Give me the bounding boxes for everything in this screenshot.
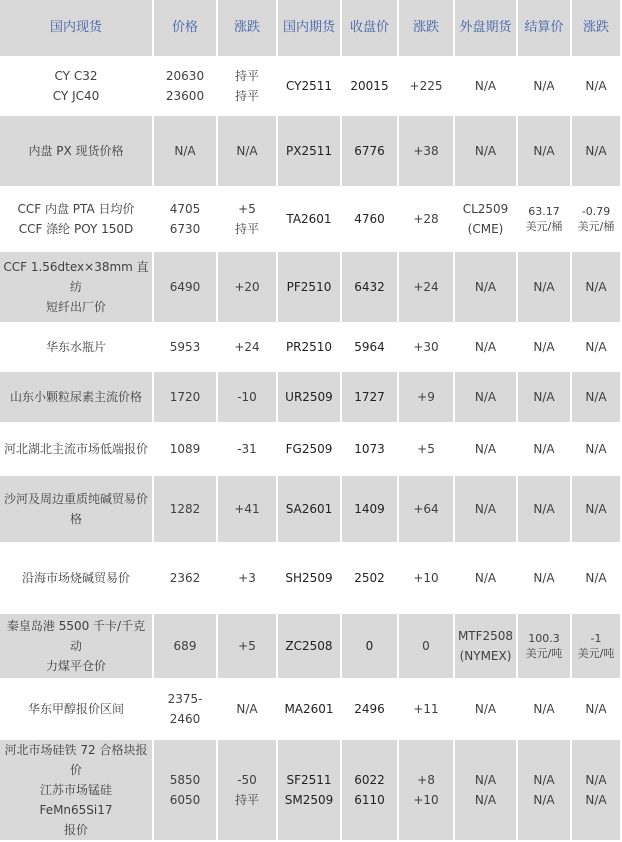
cell-line: 力煤平仓价 <box>45 659 106 673</box>
futures-change-cell <box>399 116 455 188</box>
futures-contract-cell <box>278 188 342 252</box>
header-change: 涨跌 <box>218 0 278 58</box>
spot-name-cell <box>0 116 154 188</box>
close-price-cell <box>342 740 399 842</box>
table-row <box>0 614 622 680</box>
cell-line: 持平 <box>234 222 259 236</box>
cell-line: 6776 <box>354 144 385 158</box>
spot-price-cell <box>154 372 218 424</box>
spot-name-cell <box>0 424 154 476</box>
table-row <box>0 252 622 324</box>
close-price-cell <box>342 544 399 614</box>
close-price-cell <box>342 680 399 740</box>
spot-price-cell <box>154 116 218 188</box>
cell-line: 河北湖北主流市场低端报价 <box>3 442 148 456</box>
cell-line: CY JC40 <box>52 89 100 103</box>
cell-line: +3 <box>238 571 256 585</box>
cell-line: 5953 <box>169 340 201 354</box>
cell-line: 0 <box>422 639 430 653</box>
foreign-futures-cell <box>455 252 518 324</box>
cell-line: N/A <box>533 793 555 807</box>
futures-change-cell <box>399 544 455 614</box>
futures-change-cell <box>399 324 455 372</box>
close-price-cell <box>342 324 399 372</box>
cell-line: FG2509 <box>285 442 333 456</box>
futures-contract-cell <box>278 544 342 614</box>
spot-change-cell <box>218 614 278 680</box>
futures-change-cell <box>399 252 455 324</box>
cell-line: -31 <box>237 442 257 456</box>
foreign-change-cell <box>572 614 622 680</box>
cell-line: 6110 <box>354 793 385 807</box>
cell-line: 沙河及周边重质纯碱贸易价格 <box>3 492 148 526</box>
foreign-change-cell <box>572 252 622 324</box>
settle-price-cell <box>518 116 572 188</box>
cell-line: N/A <box>236 702 258 716</box>
foreign-futures-cell <box>455 740 518 842</box>
foreign-change-cell <box>572 58 622 116</box>
cell-line: 持平 <box>234 793 259 807</box>
cell-line: N/A <box>533 702 555 716</box>
cell-line: 20630 <box>165 69 205 83</box>
spot-name-cell <box>0 740 154 842</box>
cell-line: +9 <box>417 390 435 404</box>
cell-line: UR2509 <box>285 390 333 404</box>
futures-contract-cell <box>278 476 342 544</box>
cell-line: N/A <box>585 442 607 456</box>
cell-line: ZC2508 <box>285 639 333 653</box>
cell-line: CY2511 <box>285 79 333 93</box>
settle-price-cell <box>518 614 572 680</box>
futures-change-cell <box>399 680 455 740</box>
close-price-cell <box>342 58 399 116</box>
foreign-futures-cell <box>455 476 518 544</box>
cell-line: SH2509 <box>285 571 333 585</box>
spot-change-cell <box>218 740 278 842</box>
cell-line: N/A <box>474 390 497 404</box>
cell-line: CCF 内盘 PTA 日均价 <box>17 202 135 216</box>
settle-price-cell <box>518 252 572 324</box>
cell-line: -50 <box>237 773 257 787</box>
settle-price-cell <box>518 424 572 476</box>
cell-line: 6432 <box>354 280 385 294</box>
futures-contract-cell <box>278 680 342 740</box>
cell-line: SF2511 <box>286 773 332 787</box>
cell-line: N/A <box>533 442 555 456</box>
cell-line: 河北市场硅铁 72 合格块报价 <box>4 743 148 777</box>
close-price-cell <box>342 614 399 680</box>
futures-contract-cell <box>278 740 342 842</box>
cell-line: 华东甲醇报价区间 <box>27 702 124 716</box>
cell-line: +24 <box>234 340 260 354</box>
cell-line: +5 <box>238 202 256 216</box>
foreign-futures-cell <box>455 116 518 188</box>
cell-line: N/A <box>585 773 607 787</box>
cell-line: (CME) <box>467 222 504 236</box>
cell-line: N/A <box>533 502 555 516</box>
spot-price-cell <box>154 614 218 680</box>
spot-price-cell <box>154 324 218 372</box>
cell-line: 2502 <box>354 571 385 585</box>
cell-line: N/A <box>474 442 497 456</box>
foreign-futures-cell <box>455 544 518 614</box>
foreign-futures-cell <box>455 324 518 372</box>
foreign-change-cell <box>572 544 622 614</box>
cell-line: 689 <box>173 639 197 653</box>
cell-line: N/A <box>533 280 555 294</box>
close-price-cell <box>342 424 399 476</box>
cell-line: N/A <box>474 571 497 585</box>
cell-line: SM2509 <box>284 793 334 807</box>
cell-line: +38 <box>413 144 439 158</box>
cell-line: 美元/吨 <box>525 647 563 660</box>
cell-line: 持平 <box>234 69 259 83</box>
close-price-cell <box>342 476 399 544</box>
cell-line: N/A <box>585 793 607 807</box>
spot-price-cell <box>154 740 218 842</box>
cell-line: N/A <box>533 144 555 158</box>
cell-line: +28 <box>413 212 439 226</box>
cell-line: 5964 <box>354 340 385 354</box>
spot-name-cell <box>0 680 154 740</box>
table-row <box>0 58 622 116</box>
cell-line: 1720 <box>169 390 201 404</box>
close-price-cell <box>342 188 399 252</box>
cell-line: PR2510 <box>285 340 333 354</box>
futures-change-cell <box>399 740 455 842</box>
table-row <box>0 740 622 842</box>
cell-line: +5 <box>238 639 256 653</box>
foreign-futures-cell <box>455 614 518 680</box>
table-row <box>0 424 622 476</box>
cell-line: N/A <box>474 502 497 516</box>
spot-change-cell <box>218 544 278 614</box>
spot-change-cell <box>218 372 278 424</box>
cell-line: -0.79 <box>581 205 611 218</box>
cell-line: N/A <box>474 340 497 354</box>
cell-line: (NYMEX) <box>459 649 512 663</box>
spot-price-cell <box>154 424 218 476</box>
cell-line: +30 <box>413 340 439 354</box>
cell-line: 6050 <box>169 793 201 807</box>
futures-change-cell <box>399 424 455 476</box>
header-foreign-change: 涨跌 <box>572 0 622 58</box>
close-price-cell <box>342 252 399 324</box>
cell-line: MTF2508 <box>457 629 514 643</box>
cell-line: -10 <box>237 390 257 404</box>
spot-name-cell <box>0 614 154 680</box>
cell-line: 100.3 <box>528 632 560 645</box>
spot-price-cell <box>154 58 218 116</box>
cell-line: TA2601 <box>286 212 332 226</box>
cell-line: CCF 1.56dtex×38mm 直纺 <box>3 260 149 294</box>
cell-line: 6490 <box>169 280 201 294</box>
header-domestic-spot: 国内现货 <box>0 0 154 58</box>
cell-line: +10 <box>413 571 439 585</box>
cell-line: N/A <box>533 390 555 404</box>
spot-name-cell <box>0 544 154 614</box>
header-row <box>0 0 622 58</box>
foreign-change-cell <box>572 680 622 740</box>
spot-price-cell <box>154 680 218 740</box>
settle-price-cell <box>518 680 572 740</box>
cell-line: 沿海市场烧碱贸易价 <box>21 571 130 585</box>
cell-line: 2362 <box>169 571 201 585</box>
table-row <box>0 544 622 614</box>
spot-name-cell <box>0 58 154 116</box>
cell-line: +225 <box>409 79 443 93</box>
cell-line: N/A <box>474 280 497 294</box>
foreign-futures-cell <box>455 424 518 476</box>
cell-line: 1409 <box>354 502 385 516</box>
cell-line: +5 <box>417 442 435 456</box>
cell-line: 江苏市场锰硅 FeMn65Si17 <box>39 783 113 817</box>
settle-price-cell <box>518 372 572 424</box>
cell-line: 1282 <box>169 502 201 516</box>
table-row <box>0 324 622 372</box>
cell-line: +8 <box>417 773 435 787</box>
cell-line: 1089 <box>169 442 201 456</box>
spot-change-cell <box>218 680 278 740</box>
cell-line: +20 <box>234 280 260 294</box>
futures-change-cell <box>399 372 455 424</box>
cell-line: N/A <box>174 144 196 158</box>
header-price: 价格 <box>154 0 218 58</box>
spot-price-cell <box>154 476 218 544</box>
foreign-futures-cell <box>455 680 518 740</box>
settle-price-cell <box>518 740 572 842</box>
cell-line: N/A <box>585 390 607 404</box>
spot-price-cell <box>154 544 218 614</box>
cell-line: 6022 <box>354 773 385 787</box>
futures-contract-cell <box>278 116 342 188</box>
cell-line: 内盘 PX 现货价格 <box>28 144 124 158</box>
cell-line: 20015 <box>350 79 389 93</box>
cell-line: N/A <box>585 340 607 354</box>
cell-line: 美元/吨 <box>577 647 615 660</box>
foreign-futures-cell <box>455 372 518 424</box>
cell-line: +10 <box>413 793 439 807</box>
foreign-futures-cell <box>455 58 518 116</box>
cell-line: MA2601 <box>284 702 334 716</box>
spot-name-cell <box>0 252 154 324</box>
table-row <box>0 116 622 188</box>
settle-price-cell <box>518 58 572 116</box>
foreign-change-cell <box>572 324 622 372</box>
spot-change-cell <box>218 116 278 188</box>
cell-line: N/A <box>474 144 497 158</box>
spot-name-cell <box>0 188 154 252</box>
table-row <box>0 680 622 740</box>
cell-line: -1 <box>590 632 602 645</box>
cell-line: N/A <box>585 502 607 516</box>
header-settle: 结算价 <box>518 0 572 58</box>
cell-line: N/A <box>474 773 497 787</box>
cell-line: 美元/桶 <box>577 220 615 233</box>
close-price-cell <box>342 372 399 424</box>
cell-line: 山东小颗粒尿素主流价格 <box>9 390 142 404</box>
cell-line: +64 <box>413 502 439 516</box>
cell-line: 秦皇岛港 5500 千卡/千克动 <box>6 619 146 653</box>
spot-change-cell <box>218 188 278 252</box>
spot-change-cell <box>218 58 278 116</box>
futures-contract-cell <box>278 58 342 116</box>
foreign-change-cell <box>572 476 622 544</box>
cell-line: PX2511 <box>286 144 332 158</box>
cell-line: CL2509 <box>462 202 509 216</box>
futures-contract-cell <box>278 252 342 324</box>
spot-name-cell <box>0 324 154 372</box>
futures-change-cell <box>399 476 455 544</box>
cell-line: 2375-2460 <box>167 692 203 726</box>
cell-line: PF2510 <box>286 280 332 294</box>
cell-line: 4705 <box>169 202 201 216</box>
futures-change-cell <box>399 58 455 116</box>
cell-line: 华东水瓶片 <box>45 340 106 354</box>
settle-price-cell <box>518 324 572 372</box>
cell-line: 持平 <box>234 89 259 103</box>
cell-line: N/A <box>585 702 607 716</box>
futures-change-cell <box>399 188 455 252</box>
header-foreign-futures: 外盘期货 <box>455 0 518 58</box>
settle-price-cell <box>518 476 572 544</box>
close-price-cell <box>342 116 399 188</box>
futures-contract-cell <box>278 324 342 372</box>
spot-change-cell <box>218 324 278 372</box>
cell-line: 报价 <box>63 823 88 837</box>
cell-line: 5850 <box>169 773 201 787</box>
foreign-change-cell <box>572 740 622 842</box>
futures-contract-cell <box>278 424 342 476</box>
cell-line: CCF 涤纶 POY 150D <box>18 222 134 236</box>
cell-line: 短纤出厂价 <box>45 300 106 314</box>
spot-price-cell <box>154 252 218 324</box>
cell-line: 23600 <box>165 89 205 103</box>
cell-line: +24 <box>413 280 439 294</box>
cell-line: 4760 <box>354 212 385 226</box>
table-row <box>0 188 622 252</box>
settle-price-cell <box>518 544 572 614</box>
cell-line: CY C32 <box>54 69 98 83</box>
cell-line: N/A <box>533 340 555 354</box>
cell-line: +11 <box>413 702 439 716</box>
futures-contract-cell <box>278 614 342 680</box>
futures-contract-cell <box>278 372 342 424</box>
foreign-futures-cell <box>455 188 518 252</box>
table-row <box>0 476 622 544</box>
cell-line: N/A <box>585 571 607 585</box>
cell-line: 美元/桶 <box>525 220 563 233</box>
settle-price-cell <box>518 188 572 252</box>
futures-change-cell <box>399 614 455 680</box>
cell-line: SA2601 <box>285 502 333 516</box>
cell-line: N/A <box>585 280 607 294</box>
spot-change-cell <box>218 252 278 324</box>
foreign-change-cell <box>572 372 622 424</box>
cell-line: N/A <box>585 144 607 158</box>
spot-change-cell <box>218 424 278 476</box>
cell-line: 63.17 <box>528 205 560 218</box>
cell-line: N/A <box>474 793 497 807</box>
header-domestic-futures: 国内期货 <box>278 0 342 58</box>
cell-line: 1727 <box>354 390 385 404</box>
spot-price-cell <box>154 188 218 252</box>
cell-line: N/A <box>533 79 555 93</box>
cell-line: +41 <box>234 502 260 516</box>
cell-line: 6730 <box>169 222 201 236</box>
cell-line: 1073 <box>354 442 385 456</box>
cell-line: N/A <box>474 79 497 93</box>
spot-change-cell <box>218 476 278 544</box>
header-close: 收盘价 <box>342 0 399 58</box>
cell-line: N/A <box>533 571 555 585</box>
cell-line: N/A <box>474 702 497 716</box>
table-row <box>0 372 622 424</box>
cell-line: N/A <box>585 79 607 93</box>
cell-line: N/A <box>533 773 555 787</box>
spot-name-cell <box>0 476 154 544</box>
foreign-change-cell <box>572 188 622 252</box>
cell-line: 0 <box>365 639 374 653</box>
spot-name-cell <box>0 372 154 424</box>
header-futures-change: 涨跌 <box>399 0 455 58</box>
foreign-change-cell <box>572 116 622 188</box>
foreign-change-cell <box>572 424 622 476</box>
cell-line: 2496 <box>354 702 385 716</box>
cell-line: N/A <box>236 144 258 158</box>
